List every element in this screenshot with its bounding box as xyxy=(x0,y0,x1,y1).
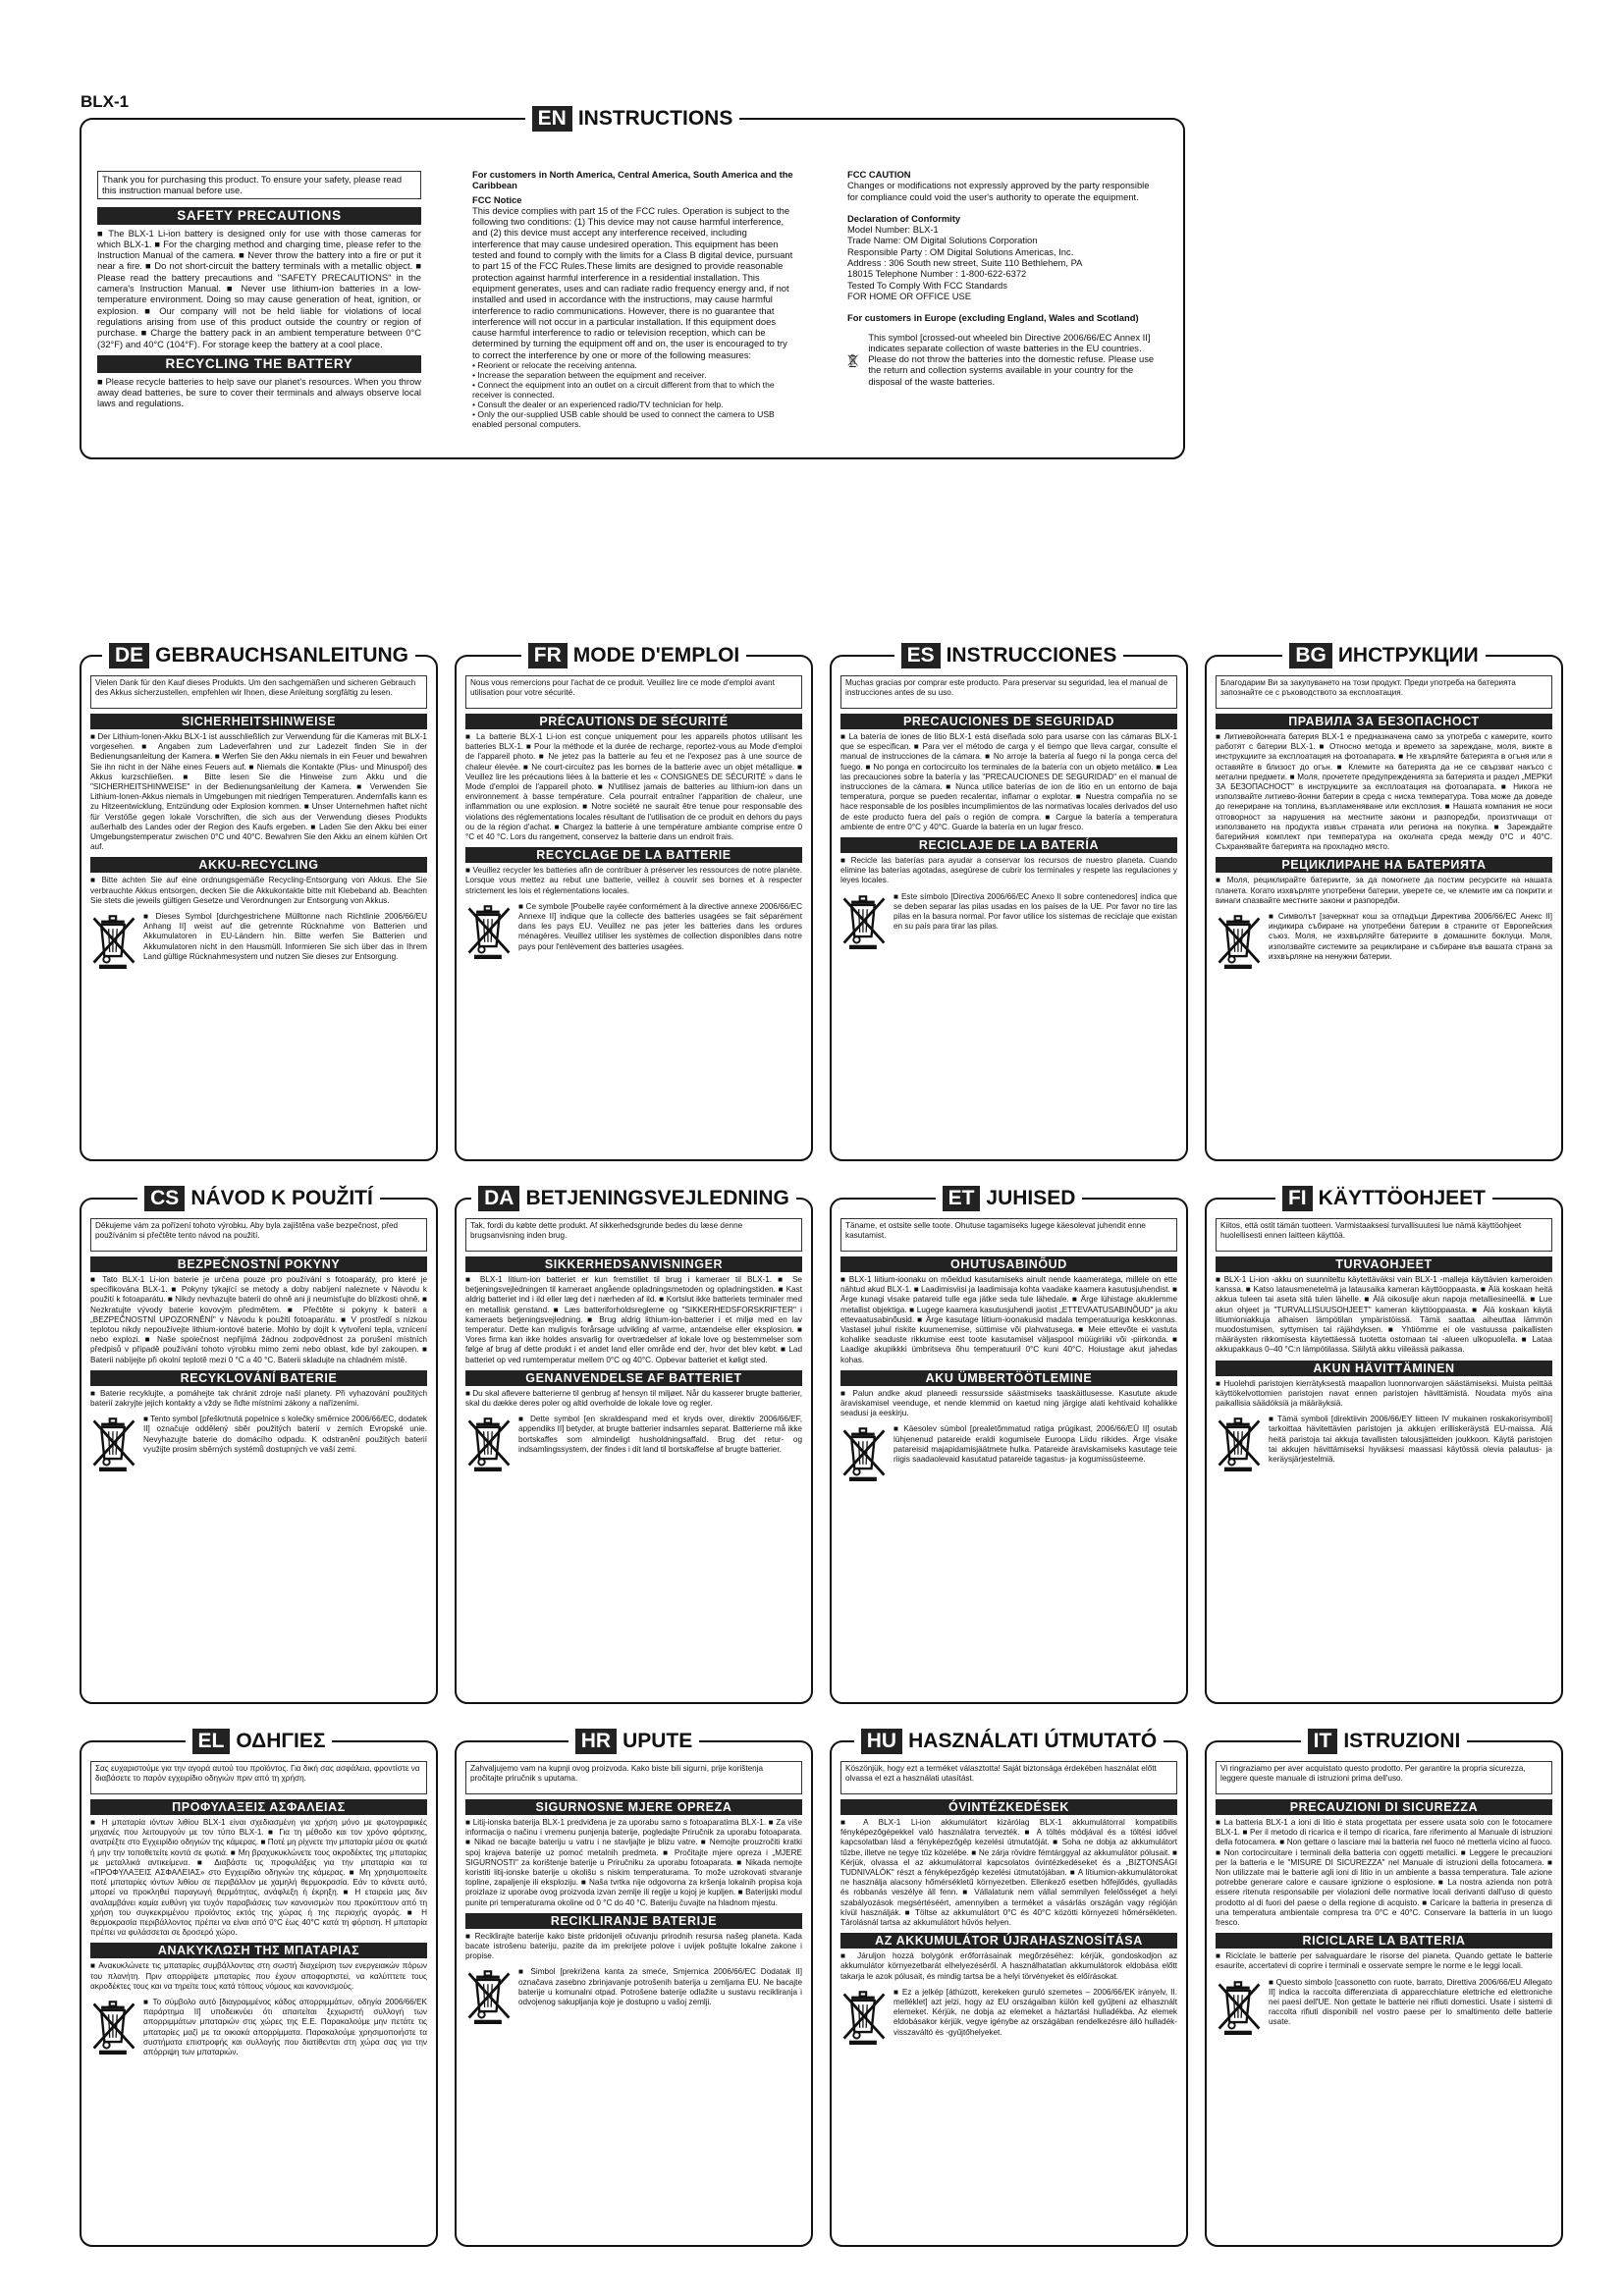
recycling-heading: RECIKLIRANJE BATERIJE xyxy=(465,1913,802,1929)
section-title: MODE D'EMPLOI xyxy=(572,644,740,667)
fi-section xyxy=(1205,1187,1563,1704)
recycling-text: ■ Reciklirajte baterije kako biste pridonijeli očuvanju prirodnih resursa našeg planeta. Kada bacate istrošenu bateriju, pazite da im prekrijete polove i uvijek poštujte lokalne zakone i propise. xyxy=(465,1931,802,1961)
safety-text: ■ Tato BLX-1 Li-ion baterie je určena pouze pro používání s fotoaparáty, pro které je specifikována BLX-1. ■ Pokyny týkající se metody a doby nabíjení naleznete v Návodu k použití k fotoaparátu. ■ Nikdy nevhazujte baterii do ohně ani ji neumisťujte do blízkosti ohně. ■ Nezkratujte vývody baterie kovovým předmětem. ■ Přečtěte si pokyny k baterii a „BEZPEČNOSTNÍ UPOZORNĚNÍ" v Návodu k použití fotoaparátu. ■ V prostředí s nízkou teplotou nikdy nepoužívejte lithium-iontové baterie. Mohlo by dojít k vytvoření tepla, vznícení nebo explozi. ■ Naše společnost nepřijímá žádnou zodpovědnost za porušení místních předpisů v případě používání tohoto výrobku mimo zemi nebo oblast, kde byl zakoupen. ■ Baterii nabíjejte při okolní teplotě mezi 0 °C a 40 °C. Baterii skladujte na chladném místě. xyxy=(90,1275,427,1364)
en-fcc-notice-heading: FCC Notice xyxy=(472,193,522,205)
en-doc-line: 18015 Telephone Number : 1-800-622-6372 xyxy=(847,268,1027,280)
recycling-heading: AKU ÜMBERTÖÖTLEMINE xyxy=(840,1370,1177,1386)
section-title: ISTRUZIONI xyxy=(1343,1730,1461,1752)
section-title: BETJENINGSVEJLEDNING xyxy=(525,1187,789,1209)
safety-text: ■ La batterie BLX-1 Li-ion est conçue uniquement pour les appareils photos utilisant les batteries BLX-1. ■ Pour la méthode et la durée de recharge, reportez-vous au Mode d'emploi de l'appareil photo. ■ Ne jetez pas la batterie au feu et ne l'exposez pas à une source de chaleur élevée. ■ Ne court-circuitez pas les bornes de la batterie avec un objet métallique. ■ Veuillez lire les précautions liées à la batterie et les « CONSIGNES DE SÉCURITÉ » dans le Mode d'emploi de l'appareil photo. ■ N'utilisez jamais de batteries au lithium-ion dans un environnement à basse température. Cela pourrait entraîner l'apparition de chaleur, une inflammation ou une explosion. ■ Notre société ne saurait être tenue pour responsable des violations des réglementations locales résultant de l'utilisation de ce produit en dehors du pays ou de la région d'achat. ■ Chargez la batterie à une température ambiante comprise entre 0 °C et 40 °C. Lors du rangement, conservez la batterie dans un endroit frais. xyxy=(465,732,802,842)
disposal-text: ■ Ce symbole [Poubelle rayée conformément à la directive annexe 2006/66/EC Annexe II] indique que la collecte des batteries usagées se fait séparément dans les pays EU. Veuillez ne pas jeter les batteries dans les ordures ménagères. Veuillez utiliser les systèmes de collection disponibles dans notre pays pour l'enlèvement des batteries usagées. xyxy=(518,901,802,951)
crossed-bin-icon xyxy=(465,1415,513,1476)
safety-heading: SIKKERHEDSANVISNINGER xyxy=(465,1256,802,1272)
section-body xyxy=(1216,1761,1552,2237)
hr-section xyxy=(455,1730,813,2247)
section-body xyxy=(90,675,427,1151)
section-title: JUHISED xyxy=(986,1187,1076,1209)
da-section xyxy=(455,1187,813,1704)
lang-code: EL xyxy=(192,1729,231,1754)
en-doc-line: Responsible Party : OM Digital Solutions Americas, Inc. xyxy=(847,245,1074,257)
en-instructions-box xyxy=(80,107,1185,459)
en-europe-heading: For customers in Europe (excluding England, Wales and Scotland) xyxy=(847,312,1139,324)
disposal-text: ■ Dette symbol [en skraldespand med et kryds over, direktiv 2006/66/EF, appendiks II] betyder, at brugte batterier indsamles separat. Batterierne må ikke bortskaffes som almindeligt husholdningsaffald. Brug det retur- og indsamlingssystem, der findes i dit land til bortskaffelse af brugte batterier. xyxy=(518,1415,802,1454)
recycling-text: ■ Baterie recyklujte, a pomáhejte tak chránit zdroje naší planety. Při vyhazování použitých baterií zakryjte jejich kontakty a vždy se řiďte místními zákony a nařízeními. xyxy=(90,1388,427,1409)
recycling-text: ■ Veuillez recycler les batteries afin de contribuer à préserver les ressources de notre planète. Lorsque vous mettez au rebut une batterie, veillez à couvrir ses bornes et à respecter strictement les lois et réglementations locales. xyxy=(465,866,802,895)
model-number: BLX-1 xyxy=(81,92,130,111)
section-header xyxy=(81,1727,436,1758)
disposal-row xyxy=(465,1415,802,1476)
section-body xyxy=(90,1218,427,1694)
en-europe-text: This symbol [crossed-out wheeled bin Directive 2006/66/EC Annex II] indicates separate collection of waste batteries in the EU countries. Please do not throw the batteries into the domestic refuse. Please use the return and collection systems available in your country for the disposal of the waste batteries. xyxy=(868,331,1155,387)
recycling-heading: ΑΝΑΚΥΚΛΩΣΗ ΤΗΣ ΜΠΑΤΑΡΙΑΣ xyxy=(90,1943,427,1958)
disposal-text: ■ Το σύμβολο αυτό [διαγραμμένος κάδος απορριμμάτων, οδηγία 2006/66/ΕΚ παράρτημα II] υποδεικνύει ότι απαιτείται ξεχωριστή συλλογή των απορριμμάτων μπαταριών στις χώρες της Ε.Ε. Παρακαλούμε μην πετάτε τις μπαταρίες μαζί με τα οικιακά απορρίμματα. Παρακαλούμε χρησιμοποιήστε τα συστήματα επιστροφής και συλλογής που διατίθενται στη χώρα σας για την απόρριψη των μπαταριών. xyxy=(143,1998,427,2057)
disposal-text: ■ Questo simbolo [cassonetto con ruote, barrato, Direttiva 2006/66/EU Allegato II] indica la raccolta differenziata di apparecchiature elettriche ed elettroniche nei paesi dell'UE. Non gettate le batterie nei rifiuti domestici. Usate i sistemi di raccolta rifiuti disponibili nel vostro paese per lo smaltimento delle batterie usate. xyxy=(1269,1977,1552,2027)
safety-heading: ПРАВИЛА ЗА БЕЗОПАСНОСТ xyxy=(1216,714,1552,729)
crossed-bin-icon xyxy=(1216,1978,1263,2040)
en-doc-line: Address : 306 South new street, Suite 110 Bethlehem, PA xyxy=(847,257,1083,269)
lang-code: DA xyxy=(478,1186,519,1211)
disposal-row xyxy=(1216,1415,1552,1476)
en-col-1 xyxy=(97,171,421,409)
disposal-text: ■ Este símbolo [Directiva 2006/66/EC Anexo II sobre contenedores] indica que se deben separar las pilas usadas en los países de la UE. Por favor no tire las pilas en la basura normal. Por favor utilice los sistemas de reciclaje que existan en su país para tirar las pilas. xyxy=(893,891,1177,932)
crossed-bin-icon xyxy=(90,1415,137,1476)
disposal-text: ■ Символът [зачеркнат кош за отпадъци Директива 2006/66/EC Анекс II] индикира събиране на употребени батерии в страните от Европейския съюз. Моля, не изхвърляйте батериите в домашните боклуци. Моля, използвайте системите за рециклиране и събиране във вашата страна за изхвърляне на ненужни батерии. xyxy=(1269,912,1552,961)
safety-heading: PRÉCAUTIONS DE SÉCURITÉ xyxy=(465,714,802,729)
bg-section xyxy=(1205,644,1563,1161)
lang-code: ES xyxy=(901,643,941,668)
recycling-text: ■ Járuljon hozzá bolygónk erőforrásainak megőrzéséhez: kérjük, gondoskodjon az akkumulátor környezetbarát elhelyezéséről. A használhatatlan akkumulátorok eldobása előtt takarja le azok pólusait, és mindig tartsa be a helyi törvényeket és előírásokat. xyxy=(840,1951,1177,1981)
recycling-heading: GENANVENDELSE AF BATTERIET xyxy=(465,1370,802,1386)
safety-heading: PRECAUZIONI DI SICUREZZA xyxy=(1216,1799,1552,1815)
safety-heading: ÓVINTÉZKEDÉSEK xyxy=(840,1799,1177,1815)
section-title: HASZNÁLATI ÚTMUTATÓ xyxy=(908,1730,1158,1752)
en-fcc-caution-heading: FCC CAUTION xyxy=(847,169,911,180)
disposal-row xyxy=(90,912,427,974)
de-section xyxy=(80,644,438,1161)
en-fcc-measure: • Only the our-supplied USB cable should be used to connect the camera to USB enabled personal computers. xyxy=(472,409,775,430)
crossed-bin-icon xyxy=(465,902,513,964)
lang-code: FI xyxy=(1282,1186,1313,1211)
lang-code: IT xyxy=(1308,1729,1338,1754)
intro-text: Nous vous remercions pour l'achat de ce produit. Veuillez lire ce mode d'emploi avant utilisation pour votre sécurité. xyxy=(465,675,802,709)
section-header xyxy=(1207,641,1561,672)
safety-text: ■ A BLX-1 Li-ion akkumulátort kizárólag BLX-1 akkumulátorral kompatibilis fényképezőgépekkel való használatra tervezték. ■ A töltés módjával és a töltési idővel kapcsolatban lásd a fényképezőgép kezelési útmutatóját. ■ Soha ne dobja az akkumulátort tűzbe, illetve ne tegye tűz közelébe. ■ Ne zárja rövidre fémtárggyal az akkumulátor pólusait. ■ Kérjük, olvassa el az akkumulátorral kapcsolatos óvintézkedéseket és a „BIZTONSÁGI TUDNIVALÓK" részt a fényképezőgép kezelési útmutatójában. ■ A lítiumion-akkumulátorokat ne használja alacsony hőmérsékletű környezetben. Ellenkező esetben hőfejlődés, gyulladás és robbanás veszélye áll fenn. ■ Vállalatunk nem vállal semmilyen felelősséget a helyi szabályozások megsértéséért, amennyiben a terméket a vásárlás országán vagy régióján kívül használják. ■ Töltse az akkumulátort 0°C és 40°C közötti környezeti hőmérsékleten. Tárolásnál tartsa az akkumulátort hűvös helyen. xyxy=(840,1818,1177,1928)
en-fcc-measures xyxy=(472,360,796,429)
crossed-bin-icon xyxy=(1216,1415,1263,1476)
recycling-heading: AKUN HÄVITTÄMINEN xyxy=(1216,1361,1552,1376)
et-section xyxy=(830,1187,1188,1704)
intro-text: Köszönjük, hogy ezt a terméket választotta! Saját biztonsága érdekében használat előtt olvassa el ezt a használati utasítást. xyxy=(840,1761,1177,1794)
el-section xyxy=(80,1730,438,2247)
section-body xyxy=(465,1761,802,2237)
disposal-text: ■ Dieses Symbol [durchgestrichene Mülltonne nach Richtlinie 2006/66/EU Anhang II] weist auf die getrennte Rücknahme von Batterien und Akkumulatoren in EU-Ländern hin. Bitte werfen Sie Batterien und Akkumulatoren nicht in den Hausmüll. Informieren Sie sich über das in Ihrem Land gültige Rücknahmesystem und nutzen Sie dieses zur Entsorgung. xyxy=(143,912,427,961)
crossed-bin-icon xyxy=(840,1424,888,1486)
it-section xyxy=(1205,1730,1563,2247)
intro-text: Vielen Dank für den Kauf dieses Produkts. Um den sachgemäßen und sicheren Gebrauch des Akkus sicherzustellen, empfehlen wir Ihnen, diese Anleitung sorgfältig zu lesen. xyxy=(90,675,427,709)
safety-heading: OHUTUSABINÕUD xyxy=(840,1256,1177,1272)
safety-heading: ΠΡΟΦΥΛΑΞΕΙΣ ΑΣΦΑΛΕΙΑΣ xyxy=(90,1799,427,1815)
section-body xyxy=(840,675,1177,1151)
recycling-heading: AZ AKKUMULÁTOR ÚJRAHASZNOSÍTÁSA xyxy=(840,1933,1177,1949)
safety-heading: TURVAOHJEET xyxy=(1216,1256,1552,1272)
section-title: GEBRAUCHSANLEITUNG xyxy=(155,644,409,667)
disposal-text: ■ Käesolev sümbol [prealetõmmatud ratiga prügikast, 2006/66/EÜ II] osutab lühjenenud patareide eraldi kogumisele Euroopa Liidu riikides. Ärge visake patareisid majapidamisjäätmete hulka. Patareide äraviskamiseks kasutage teie riigis saadaolevaid kasutatud patareide tagastus- ja kogumissüsteeme. xyxy=(893,1424,1177,1465)
en-fcc-caution-text: Changes or modifications not expressly approved by the party responsible for compliance could void the user's authority to operate the equipment. xyxy=(847,180,1150,202)
disposal-row xyxy=(90,1998,427,2059)
hu-section xyxy=(830,1730,1188,2247)
safety-text: ■ BLX-1 Li-ion -akku on suunniteltu käytettäväksi vain BLX-1 -malleja käyttävien kameroiden kanssa. ■ Katso latausmenetelmä ja latausaika kameran käyttöoppaasta. ■ Älä koskaan heitä akkua tuleen tai aseta sitä tulen lähelle. ■ Älä oikosulje akun napoja metalliesineellä. ■ Lue akun ohjeet ja "TURVALLISUUSOHJEET" kameran käyttöoppaasta. ■ Älä koskaan käytä litiumioniakkuja alhaisen lämpötilan ympäristöissä. Tämä saattaa aiheuttaa lämmön muodostumisen, syttymisen tai räjähdyksen. ■ Yhtiömme ei ole vastuussa paikallisten määräysten rikkomisesta käytettäessä tuotetta ostomaan tai -alueen ulkopuolella. ■ Lataa akkupakkaus 0–40 °C:n lämpötilassa. Säilytä akku viileässä paikassa. xyxy=(1216,1275,1552,1355)
recycling-text: ■ Bitte achten Sie auf eine ordnungsgemäße Recycling-Entsorgung von Akkus. Ehe Sie verbrauchte Akkus entsorgen, decken Sie die Akkukontakte bitte mit Klebeband ab. Beachten Sie stets die jeweils gültigen Gesetze und Verordnungen zur Entsorgung von Akkus. xyxy=(90,876,427,905)
section-title: INSTRUCCIONES xyxy=(946,644,1117,667)
section-title: ИНСТРУКЦИИ xyxy=(1337,644,1479,667)
intro-text: Täname, et ostsite selle toote. Ohutuse tagamiseks lugege käesolevat juhendit enne kasutamist. xyxy=(840,1218,1177,1252)
en-title: INSTRUCTIONS xyxy=(577,107,733,130)
recycling-text: ■ Palun andke akud planeedi ressursside säästmiseks taaskäitlusesse. Kasutute akude äraviskamisel veenduge, et nende klemmid on kaetud ning järgige alati kehtivaid kohalikke seadusi ja eeskirju. xyxy=(840,1388,1177,1418)
safety-text: ■ Литиевойонната батерия BLX-1 е предназначена само за употреба с камерите, които работят с батерии BLX-1. ■ Относно метода и времето за зареждане, моля, вижте в инструкциите за експлоатация на фотоапарата. ■ Не хвърляйте батерията в огъня или я оставяйте в близост до огън. ■ Клемите на батерията да не се свързват накъсо с метални предмети. ■ Моля, прочетете предупрежденията за батерията и раздел „МЕРКИ ЗА БЕЗОПАСНОСТ" в инструкциите за експлоатация на фотоапарата. ■ Никога не използвайте литиево-йонни батерии в среда с ниска температура. Това може да доведе до генериране на топлина, възпламеняване или експлозия. ■ Нашата компания не носи отговорност за нарушения на местните закони и разпоредби, произтичащи от използването на продукта извън страната или региона на покупка. ■ Зареждайте батерийния комплект при температура на околната среда между 0°C и 40°C. Съхранявайте батерията на прохладно място. xyxy=(1216,732,1552,852)
intro-text: Tak, fordi du købte dette produkt. Af sikkerhedsgrunde bedes du læse denne brugsanvisning inden brug. xyxy=(465,1218,802,1252)
crossed-bin-icon xyxy=(465,1967,513,2029)
fr-section xyxy=(455,644,813,1161)
disposal-text: ■ Simbol [prekrižena kanta za smeće, Smjernica 2006/66/EC Dodatak II] označava zasebno zbrinjavanje potrošenih baterija u zemljama EU. Ne bacajte baterije u komunalni otpad. Potrošene baterije odlažite u sustavu recikliranja i odvojenog sakupljanja koje je dostupno u vašoj zemlji. xyxy=(518,1967,802,2007)
disposal-row xyxy=(840,892,1177,954)
disposal-text: ■ Ez a jelkép [áthúzott, kerekeken guruló szemetes – 2006/66/EK irányelv, II. melléklet] azt jelzi, hogy az EU országaiban külön kell gyűjteni az elhasznált elemeket. Kérjük, ne dobja az elemeket a háztartási hulladékba. Az elemek eldobásakor kérjük, vegye igénybe az országában rendelkezésre álló hulladék-visszaváltó és -gyűjtőhelyeket. xyxy=(893,1987,1177,2037)
es-section xyxy=(830,644,1188,1161)
intro-text: Muchas gracias por comprar este producto. Para preservar su seguridad, lea el manual de instrucciones antes de su uso. xyxy=(840,675,1177,709)
lang-code: FR xyxy=(528,643,568,668)
section-body xyxy=(465,675,802,1151)
en-intro: Thank you for purchasing this product. To ensure your safety, please read this instruction manual before use. xyxy=(97,171,421,199)
en-recycling-text: ■ Please recycle batteries to help save our planet's resources. When you throw away dead batteries, be sure to cover their terminals and always observe local laws and regulations. xyxy=(97,375,421,409)
cs-section xyxy=(80,1187,438,1704)
recycling-text: ■ Riciclate le batterie per salvaguardare le risorse del pianeta. Quando gettate le batterie esaurite, accertatevi di coprire i terminali e osservate sempre le norme e le leggi locali. xyxy=(1216,1951,1552,1971)
en-doc-line: Tested To Comply With FCC Standards xyxy=(847,279,1007,291)
recycling-text: ■ Моля, рециклирайте батериите, за да помогнете да постим ресурсите на нашата планета. Когато изхвърляте употребени батерии, уверете се, че клемите им са покрити и винаги спазвайте местните закони и разпоредби. xyxy=(1216,876,1552,905)
section-title: ΟΔΗΓΙΕΣ xyxy=(236,1730,326,1752)
lang-code: BG xyxy=(1289,643,1332,668)
en-fcc-measure: • Consult the dealer or an experienced radio/TV technician for help. xyxy=(472,400,724,410)
en-col-3 xyxy=(847,169,1162,389)
recycling-heading: RECYKLOVÁNÍ BATERIE xyxy=(90,1370,427,1386)
section-header xyxy=(81,641,436,672)
section-header xyxy=(457,1184,811,1215)
recycling-heading: RECICLAJE DE LA BATERÍA xyxy=(840,837,1177,853)
crossed-bin-icon xyxy=(840,892,888,954)
disposal-row xyxy=(840,1988,1177,2050)
intro-text: Kiitos, että ostit tämän tuotteen. Varmistaaksesi turvallisuutesi lue nämä käyttöohjeet huolellisesti ennen laitteen käyttöä. xyxy=(1216,1218,1552,1252)
section-body xyxy=(465,1218,802,1694)
en-americas-heading: For customers in North America, Central America, South America and the Caribbean xyxy=(472,169,793,191)
disposal-row xyxy=(840,1424,1177,1486)
crossed-bin-icon xyxy=(1216,912,1263,974)
section-header xyxy=(832,1184,1186,1215)
section-header xyxy=(457,641,811,672)
disposal-row xyxy=(465,1967,802,2029)
recycling-text: ■ Recicle las baterías para ayudar a conservar los recursos de nuestro planeta. Cuando elimine las baterías agotadas, asegúrese de cubrir los terminales y respete las regulaciones y leyes locales. xyxy=(840,856,1177,885)
section-body xyxy=(90,1761,427,2237)
en-doc-line: FOR HOME OR OFFICE USE xyxy=(847,290,972,301)
en-safety-heading: SAFETY PRECAUTIONS xyxy=(97,207,421,225)
safety-heading: SICHERHEITSHINWEISE xyxy=(90,714,427,729)
safety-text: ■ Litij-ionska baterija BLX-1 predviđena je za uporabu samo s fotoaparatima BLX-1. ■ Za više informacija o načinu i vremenu punjenja baterije, pogledajte Priručnik za uporabu fotoaparata. ■ Nikad ne bacajte bateriju u vatru i ne stavljajte je blizu vatre. ■ Nemojte prouzročiti kratki spoj krajeva baterije uz pomoć metalnih predmeta. ■ Pročitajte mjere opreza i „MJERE SIGURNOSTI" za korištenje baterije u Priručniku za uporabu fotoaparata. ■ Nikada nemojte koristiti litij-ionske baterije u okolišu s niskim temperaturama. To može uzrokovati stvaranje topline, zapaljenje ili eksploziju. ■ Naša tvrtka nije odgovorna za kršenja lokalnih propisa koja proizlaze iz uporabe ovog proizvoda izvan zemlje ili regije u kojoj je kupljen. ■ Baterijski modul punite pri temperaturama okoline od 0 °C do 40 °C. Bateriju čuvajte na hladnom mjestu. xyxy=(465,1818,802,1907)
disposal-row xyxy=(465,902,802,964)
safety-heading: BEZPEČNOSTNÍ POKYNY xyxy=(90,1256,427,1272)
safety-text: ■ Η μπαταρία ιόντων λιθίου BLX-1 είναι σχεδιασμένη για χρήση μόνο με φωτογραφικές μηχανές που λειτουργούν με τον τύπο BLX-1. ■ Για τη μέθοδο και τον χρόνο φόρτισης, ανατρέξτε στο Εγχειρίδιο οδηγιών της κάμερας. ■ Ποτέ μη ρίχνετε την μπαταρία μέσα σε φωτιά ή μην την τοποθετείτε κοντά σε φωτιά. ■ Μη βραχυκυκλώνετε τους ακροδέκτες της μπαταρίας με μεταλλικά αντικείμενα. ■ Διαβάστε τις προφυλάξεις για την μπαταρία και τα «ΠΡΟΦΥΛΑΞΕΙΣ ΑΣΦΑΛΕΙΑΣ» στο Εγχειρίδιο οδηγιών της κάμερας. ■ Μη χρησιμοποιείτε ποτέ μπαταρίες ιόντων λιθίου σε περιβάλλον με χαμηλή θερμοκρασία. Εάν το κάνετε αυτό, μπορεί να προκληθεί παραγωγή θερμότητας, ανάφλεξη ή έκρηξη. ■ Η εταιρεία μας δεν αναλαμβάνει καμία ευθύνη για τυχόν παραβιάσεις των κανονισμών που προκύπτουν από τη χρήση του συγκεκριμένου προϊόντος εκτός της χώρας ή της περιοχής αγοράς. ■ Η θερμοκρασία περιβάλλοντος πρέπει να είναι από 0°C έως 40°C κατά τη φόρτιση. Η μπαταρία πρέπει να φυλάσσεται σε δροσερό χώρο. xyxy=(90,1818,427,1938)
recycling-text: ■ Ανακυκλώνετε τις μπαταρίες συμβάλλοντας στη σωστή διαχείριση των ενεργειακών πόρων του πλανήτη. Πριν απορρίψετε μπαταρίες που έχουν αποφορτιστεί, να καλύπτετε τους ακροδέκτες τους και να τηρείτε τους κατά τόπους νόμους και κανονισμούς. xyxy=(90,1961,427,1991)
section-title: NÁVOD K POUŽITÍ xyxy=(190,1187,373,1209)
safety-text: ■ La batteria BLX-1 a ioni di litio è stata progettata per essere usata solo con le fotocamere BLX-1. ■ Per il metodo di ricarica e il tempo di ricarica, fare riferimento al Manuale di istruzioni della fotocamera. ■ Non gettare o lasciare mai la batteria nel fuoco né metterla vicino al fuoco. ■ Non cortocircuitare i terminali della batteria con oggetti metallici. ■ Leggere le precauzioni per la batteria e le "MISURE DI SICUREZZA" nel Manuale di istruzioni della fotocamera. ■ Non utilizzate mai le batterie agli ioni di litio in un ambiente a bassa temperatura. Tale azione potrebbe generare calore e causare ignizione o esplosione. ■ La nostra azienda non potrà essere ritenuta responsabile per violazioni delle normative locali derivanti dall'uso di questo prodotto al di fuori del paese o della regione di acquisto. ■ Caricare la batteria in presenza di una temperatura ambientale compresa tra 0°C e 40°C. Conservare la batteria in un luogo fresco. xyxy=(1216,1818,1552,1928)
safety-text: ■ Der Lithium-Ionen-Akku BLX-1 ist ausschließlich zur Verwendung für die Kameras mit BLX-1 vorgesehen. ■ Angaben zum Ladeverfahren und zur Ladezeit finden Sie in der Bedienungsanleitung der Kamera. ■ Werfen Sie den Akku niemals in ein Feuer und bewahren Sie ihn nicht in der Nähe eines Feuers auf. ■ Niemals die Kontakte (Plus- und Minuspol) des Akkus kurzschließen. ■ Bitte lesen Sie die Hinweise zum Akku und die "SICHERHEITSHINWEISE" in der Bedienungsanleitung der Kamera. ■ Verwenden Sie Lithium-Ionen-Akkus niemals in Umgebungen mit niedrigen Temperaturen. Andernfalls kann es zu Hitzeentwicklung, Entzündung oder Explosion kommen. ■ Unser Unternehmen haftet nicht für Verstöße gegen lokale Vorschriften, die sich aus der Verwendung dieses Produkts außerhalb des Landes oder der Region des Kaufs ergeben. ■ Laden Sie den Akku bei einer Umgebungstemperatur zwischen 0°C und 40°C. Bewahren Sie den Akku an einem kühlen Ort auf. xyxy=(90,732,427,852)
section-header xyxy=(1207,1184,1561,1215)
en-fcc-measure: • Increase the separation between the equipment and receiver. xyxy=(472,370,707,381)
disposal-row xyxy=(90,1415,427,1476)
recycling-heading: RECYCLAGE DE LA BATTERIE xyxy=(465,847,802,863)
section-header xyxy=(457,1727,811,1758)
en-safety-text: ■ The BLX-1 Li-ion battery is designed only for use with those cameras for which BLX-1. ■ For the charging method and charging time, please refer to the Instruction Manual of the camera. ■ Never throw the battery into a fire or put it near a fire. ■ Do not short-circuit the battery terminals with a metallic object. ■ Please read the battery precautions and "SAFETY PRECAUTIONS" in the camera's Instruction Manual. ■ Never use lithium-ion batteries in a low-temperature environment. Doing so may cause generation of heat, ignition, or explosion. ■ Our company will not be held liable for violations of local regulations arising from use of this product outside the country or region of purchase. ■ Charge the battery pack in an ambient temperature between 0°C (32°F) and 40°C (104°F). For storage keep the battery at a cool place. xyxy=(97,227,421,349)
section-body xyxy=(1216,1218,1552,1694)
section-body xyxy=(840,1218,1177,1694)
intro-text: Zahvaljujemo vam na kupnji ovog proizvoda. Kako biste bili sigurni, prije korištenja pročitajte priručnik s uputama. xyxy=(465,1761,802,1794)
disposal-text: ■ Tento symbol [přeškrtnutá popelnice s kolečky směrnice 2006/66/EC, dodatek II] označuje oddělený sběr použitých baterií v zemích Evropské unie. Nevyhazujte baterie do domácího odpadu. K odstranění použitých baterií využijte prosím sběrných systémů dostupných ve vaší zemi. xyxy=(143,1415,427,1454)
recycling-heading: RICICLARE LA BATTERIA xyxy=(1216,1933,1552,1949)
disposal-text: ■ Tämä symboli [direktiivin 2006/66/EY liitteen IV mukainen roskakorisymboli] tarkoittaa hävitettävien paristojen ja akkujen erilliskeräystä EU-maissa. Älä heitä paristoja tai akkuja tavallisten talousjätteiden joukkoon. Käytä paristojen tai akkujen hävittämiseksi hyväksesi maassasi käytössä olevia palautus- ja keräysjärjestelmiä. xyxy=(1269,1415,1552,1465)
crossed-bin-icon xyxy=(847,332,858,389)
en-header xyxy=(81,104,1183,135)
en-fcc-notice-text: This device complies with part 15 of the FCC rules. Operation is subject to the following two conditions: (1) This device may not cause harmful interference, and (2) this device must accept any interference received, including interference that may cause undesired operation. This equipment has been tested and found to comply with the limits for a Class B digital device, pursuant to part 15 of the FCC Rules.These limits are designed to provide reasonable protection against harmful interference in a residential installation. This equipment generates, uses and can radiate radio frequency energy and, if not installed and used in accordance with the instructions, may cause harmful interference to radio communications. However, there is no guarantee that interference will not occur in a particular installation. If this equipment does cause harmful interference to radio or television reception, which can be determined by turning the equipment off and on, the user is encouraged to try to correct the interference by one or more of the following measures: xyxy=(472,204,793,360)
section-header xyxy=(832,641,1186,672)
intro-text: Σας ευχαριστούμε για την αγορά αυτού του προϊόντος. Για δική σας ασφάλεια, φροντίστε να διαβάσετε το παρόν εγχειρίδιο οδηγιών πριν από τη χρήση. xyxy=(90,1761,427,1794)
section-title: UPUTE xyxy=(623,1730,693,1752)
en-recycling-heading: RECYCLING THE BATTERY xyxy=(97,355,421,373)
crossed-bin-icon xyxy=(840,1988,888,2050)
safety-heading: PRECAUCIONES DE SEGURIDAD xyxy=(840,714,1177,729)
section-header xyxy=(1207,1727,1561,1758)
section-header xyxy=(81,1184,436,1215)
safety-text: ■ La batería de iones de litio BLX-1 está diseñada solo para usarse con las cámaras BLX-1 que se especifican. ■ Para ver el método de carga y el tiempo que lleva cargar, consulte el manual de instrucciones de la cámara. ■ No arroje la batería al fuego ni la ponga cerca del fuego. ■ No ponga en cortocircuito los terminales de la batería con un objeto metálico. ■ Lea las precauciones sobre la batería y las "PRECAUCIONES DE SEGURIDAD" en el manual de instrucciones de la cámara. ■ Nunca utilice baterías de ion de litio en un entorno de baja temperatura, porque se pueden recalentar, inflamar o explotar. ■ Nuestra compañía no se hace responsable de los posibles incumplimientos de las normativas locales derivados del uso de este producto fuera del país o región de compra. ■ Cargue la batería a temperatura ambiente de entre 0°C y 40°C. Guarde la batería en un lugar fresco. xyxy=(840,732,1177,831)
en-doc-heading: Declaration of Conformity xyxy=(847,212,961,224)
intro-text: Děkujeme vám za pořízení tohoto výrobku. Aby byla zajištěna vaše bezpečnost, před používáním si přečtěte tento návod na použití. xyxy=(90,1218,427,1252)
section-body xyxy=(840,1761,1177,2237)
safety-text: ■ BLX-1 liitium-ioonaku on mõeldud kasutamiseks ainult nende kaameratega, millele on ette nähtud akud BLX-1. ■ Laadimisviisi ja laadimisaja kohta vaadake kaamera kasutusjuhendist. ■ Ärge kunagi visake patareid tulle ega jätke seda tule lähedale. ■ Ärge lühistage akuklemme metallist objektiga. ■ Lugege kaamera kasutusjuhendi jaotist „ETTEVAATUSABINÕUD" ja aku ettevaatusabinõusid. ■ Ärge kasutage liitium-ioonakusid madala temperatuuriga keskkonnas. Vastasel juhul riskite kuumenemise, süttimise või plahvatusega. ■ Meie ettevõte ei vastuta kohalike seaduste rikkumise eest toote kasutamisel väljaspool müügiriiki või -piirkonda. ■ Laadige akupikkki ümbritseva õhu temperatuuril 0°C kuni 40°C. Hoiustage akut jahedas kohas. xyxy=(840,1275,1177,1364)
safety-heading: SIGURNOSNE MJERE OPREZA xyxy=(465,1799,802,1815)
section-header xyxy=(832,1727,1186,1758)
lang-code: ET xyxy=(943,1186,981,1211)
en-lang-code: EN xyxy=(532,106,572,132)
lang-code: HR xyxy=(575,1729,617,1754)
disposal-row xyxy=(1216,912,1552,974)
en-doc-line: Model Number: BLX-1 xyxy=(847,224,939,236)
en-fcc-measure: • Connect the equipment into an outlet on a circuit different from that to which the receiver is connected. xyxy=(472,380,775,400)
crossed-bin-icon xyxy=(90,912,137,974)
en-fcc-measure: • Reorient or relocate the receiving antenna. xyxy=(472,360,637,371)
en-col-2 xyxy=(472,169,796,429)
recycling-text: ■ Du skal aflevere batterierne til genbrug af hensyn til miljøet. Når du kasserer brugte batterier, skal du dække deres poler og altid overholde de lokale love og regler. xyxy=(465,1388,802,1409)
disposal-row xyxy=(1216,1978,1552,2040)
crossed-bin-icon xyxy=(90,1998,137,2059)
recycling-heading: РЕЦИКЛИРАНЕ НА БАТЕРИЯТА xyxy=(1216,857,1552,873)
en-doc-line: Trade Name: OM Digital Solutions Corporation xyxy=(847,235,1038,246)
section-body xyxy=(1216,675,1552,1151)
lang-code: CS xyxy=(144,1186,185,1211)
intro-text: Благодарим Ви за закупуването на този продукт. Преди употреба на батерията запознайте се с ръководството за експлоатация. xyxy=(1216,675,1552,709)
lang-code: DE xyxy=(109,643,149,668)
lang-code: HU xyxy=(861,1729,902,1754)
recycling-heading: AKKU-RECYCLING xyxy=(90,857,427,873)
intro-text: Vi ringraziamo per aver acquistato questo prodotto. Per garantire la propria sicurezza, leggere queste manuale di istruzioni prima dell'uso. xyxy=(1216,1761,1552,1794)
safety-text: ■ BLX-1 litium-ion batteriet er kun fremstillet til brug i kameraer til BLX-1. ■ Se betjeningsvejledningen til kameraet angående opladningsmetoden og opladningstiden. ■ Kast aldrig batteriet ind i ild eller læg det i nærheden af ild. ■ Kortslut ikke batteriets terminaler med en metallisk genstand. ■ Læs batteriforholdsreglerne og "SIKKERHEDSFORSKRIFTER" i kameraets betjeningsvejledning. ■ Brug aldrig lithium-ion-batterier i et miljø med en lav temperatur. Dette kan muligvis forårsage udvikling af varme, antændelse eller eksplosion. ■ Vores firma kan ikke holdes ansvarlig for overtrædelser af lokale love og bestemmelser som følge af brug af dette produkt i et andet land eller område end der, hvor det blev købt. ■ Lad batteriet op ved rumtemperatur mellem 0°C og 40°C. Opbevar batteriet et køligt sted. xyxy=(465,1275,802,1364)
section-title: KÄYTTÖOHJEET xyxy=(1318,1187,1487,1209)
recycling-text: ■ Huolehdi paristojen kierrätyksestä maapallon luonnonvarojen säästämiseksi. Muista peittää käyttökelvottomien paristojen navat ennen paristojen hävittämistä. Noudata myös aina paikallisia säädöksiä ja määräyksiä. xyxy=(1216,1378,1552,1409)
